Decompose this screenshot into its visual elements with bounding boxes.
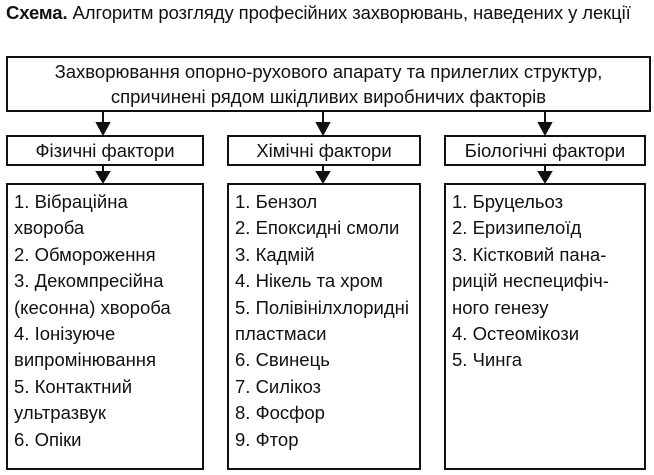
- list-item: 4. Остеомікози: [452, 323, 580, 345]
- list-item: рицій неспецифіч-: [452, 270, 609, 292]
- list-item: 2. Обмороження: [14, 243, 156, 265]
- category-chemical: Хімічні фактори: [227, 135, 421, 166]
- list-item: 1. Бруцельоз: [452, 191, 564, 212]
- list-item: 2. Епоксидні смоли: [235, 217, 400, 239]
- arrow-chemical-to-list-head: [317, 172, 329, 182]
- list-item: 5. Полівінілхлоридні: [235, 296, 409, 318]
- arrow-physical-to-list-head: [97, 172, 109, 182]
- arrow-root-to-chemical-head: [317, 123, 329, 134]
- caption-text: Алгоритм розгляду професійних захворювань, наведених у лекції: [67, 2, 631, 23]
- list-item: 8. Фосфор: [235, 402, 325, 424]
- root-box: [6, 56, 651, 112]
- root-box-line-1: Захворювання опорно-рухового апарату та прилеглих структур,: [54, 61, 603, 82]
- arrow-root-to-biological-head: [539, 123, 551, 134]
- list-item: 5. Чинга: [452, 349, 523, 371]
- list-item: 3. Кістковий пана-: [452, 243, 607, 265]
- list-item: ного генезу: [452, 296, 549, 318]
- list-biological: [444, 183, 646, 470]
- category-physical: Фізичні фактори: [6, 135, 204, 166]
- list-item: 9. Фтор: [235, 428, 299, 450]
- list-item: пластмаси: [235, 323, 327, 345]
- list-item: 5. Контактний: [14, 375, 133, 397]
- caption-label: Схема.: [6, 2, 68, 23]
- list-item: ультразвук: [14, 402, 106, 424]
- root-box-line-2: спричинені рядом шкідливих виробничих факторів: [110, 86, 547, 107]
- arrow-biological-to-list-head: [539, 172, 551, 182]
- category-biological: Біологічні фактори: [444, 135, 646, 166]
- list-item: хвороба: [14, 217, 85, 239]
- list-item: 6. Свинець: [235, 349, 330, 371]
- list-item: випромінювання: [14, 349, 157, 371]
- list-item: 7. Силікоз: [235, 375, 322, 397]
- list-item: 2. Еризипелоїд: [452, 217, 582, 239]
- list-item: 1. Вібраційна: [14, 191, 128, 212]
- list-item: 1. Бензол: [235, 191, 318, 212]
- list-item: 4. Нікель та хром: [235, 270, 383, 292]
- scheme-caption: [6, 0, 650, 25]
- list-item: 4. Іонізуюче: [14, 323, 116, 345]
- list-item: 3. Декомпресійна: [14, 270, 164, 292]
- list-item: 3. Кадмій: [235, 243, 315, 265]
- arrow-root-to-physical-head: [97, 123, 109, 134]
- list-chemical: [227, 183, 421, 470]
- list-item: 6. Опіки: [14, 428, 82, 450]
- list-physical: [6, 183, 204, 470]
- list-item: (кесонна) хвороба: [14, 296, 171, 318]
